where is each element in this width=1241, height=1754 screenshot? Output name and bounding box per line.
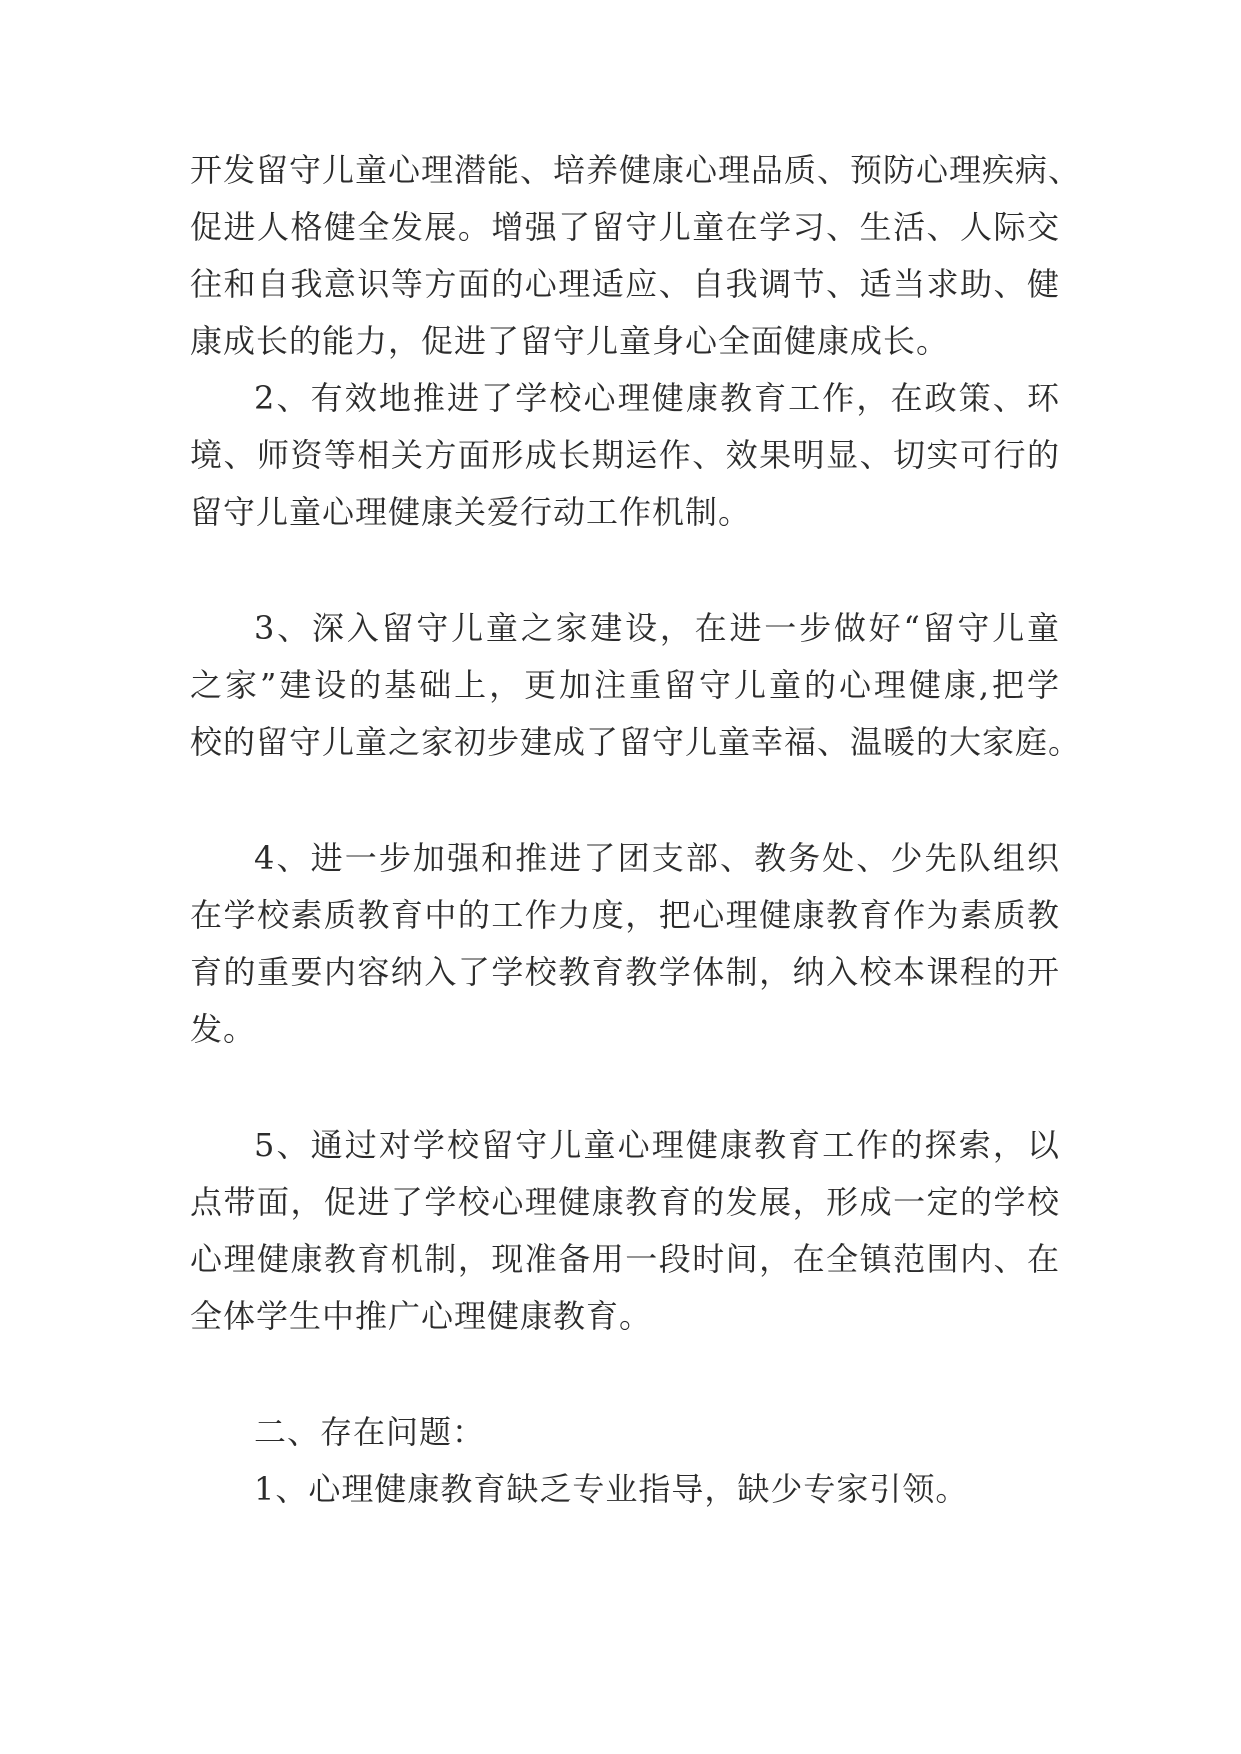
text-line: 境、师资等相关方面形成长期运作、效果明显、切实可行的 bbox=[190, 436, 1060, 474]
text-line: 心理健康教育机制，现准备用一段时间，在全镇范围内、在 bbox=[190, 1240, 1060, 1278]
text-line: 校的留守儿童之家初步建成了留守儿童幸福、温暖的大家庭。 bbox=[190, 723, 1082, 761]
text-line: 之家”建设的基础上，更加注重留守儿童的心理健康,把学 bbox=[190, 666, 1060, 704]
text-line: 全体学生中推广心理健康教育。 bbox=[190, 1297, 653, 1335]
text-line: 点带面，促进了学校心理健康教育的发展，形成一定的学校 bbox=[190, 1183, 1060, 1221]
text-line: 5、通过对学校留守儿童心理健康教育工作的探索，以 bbox=[254, 1126, 1060, 1164]
text-line: 往和自我意识等方面的心理适应、自我调节、适当求助、健 bbox=[190, 265, 1060, 303]
text-line: 促进人格健全发展。增强了留守儿童在学习、生活、人际交 bbox=[190, 208, 1060, 246]
text-line: 1、心理健康教育缺乏专业指导，缺少专家引领。 bbox=[254, 1470, 969, 1508]
text-line: 2、有效地推进了学校心理健康教育工作，在政策、环 bbox=[254, 379, 1060, 417]
text-line: 在学校素质教育中的工作力度，把心理健康教育作为素质教 bbox=[190, 896, 1060, 934]
text-line: 3、深入留守儿童之家建设，在进一步做好“留守儿童 bbox=[254, 609, 1060, 647]
text-line: 开发留守儿童心理潜能、培养健康心理品质、预防心理疾病、 bbox=[190, 151, 1082, 189]
text-line: 留守儿童心理健康关爱行动工作机制。 bbox=[190, 493, 752, 531]
heading-text: 二、存在问题： bbox=[254, 1413, 486, 1451]
text-line: 发。 bbox=[190, 1010, 257, 1048]
text-line: 育的重要内容纳入了学校教育教学体制，纳入校本课程的开 bbox=[190, 953, 1060, 991]
text-line: 4、进一步加强和推进了团支部、教务处、少先队组织 bbox=[254, 839, 1060, 877]
text-line: 康成长的能力，促进了留守儿童身心全面健康成长。 bbox=[190, 322, 950, 360]
